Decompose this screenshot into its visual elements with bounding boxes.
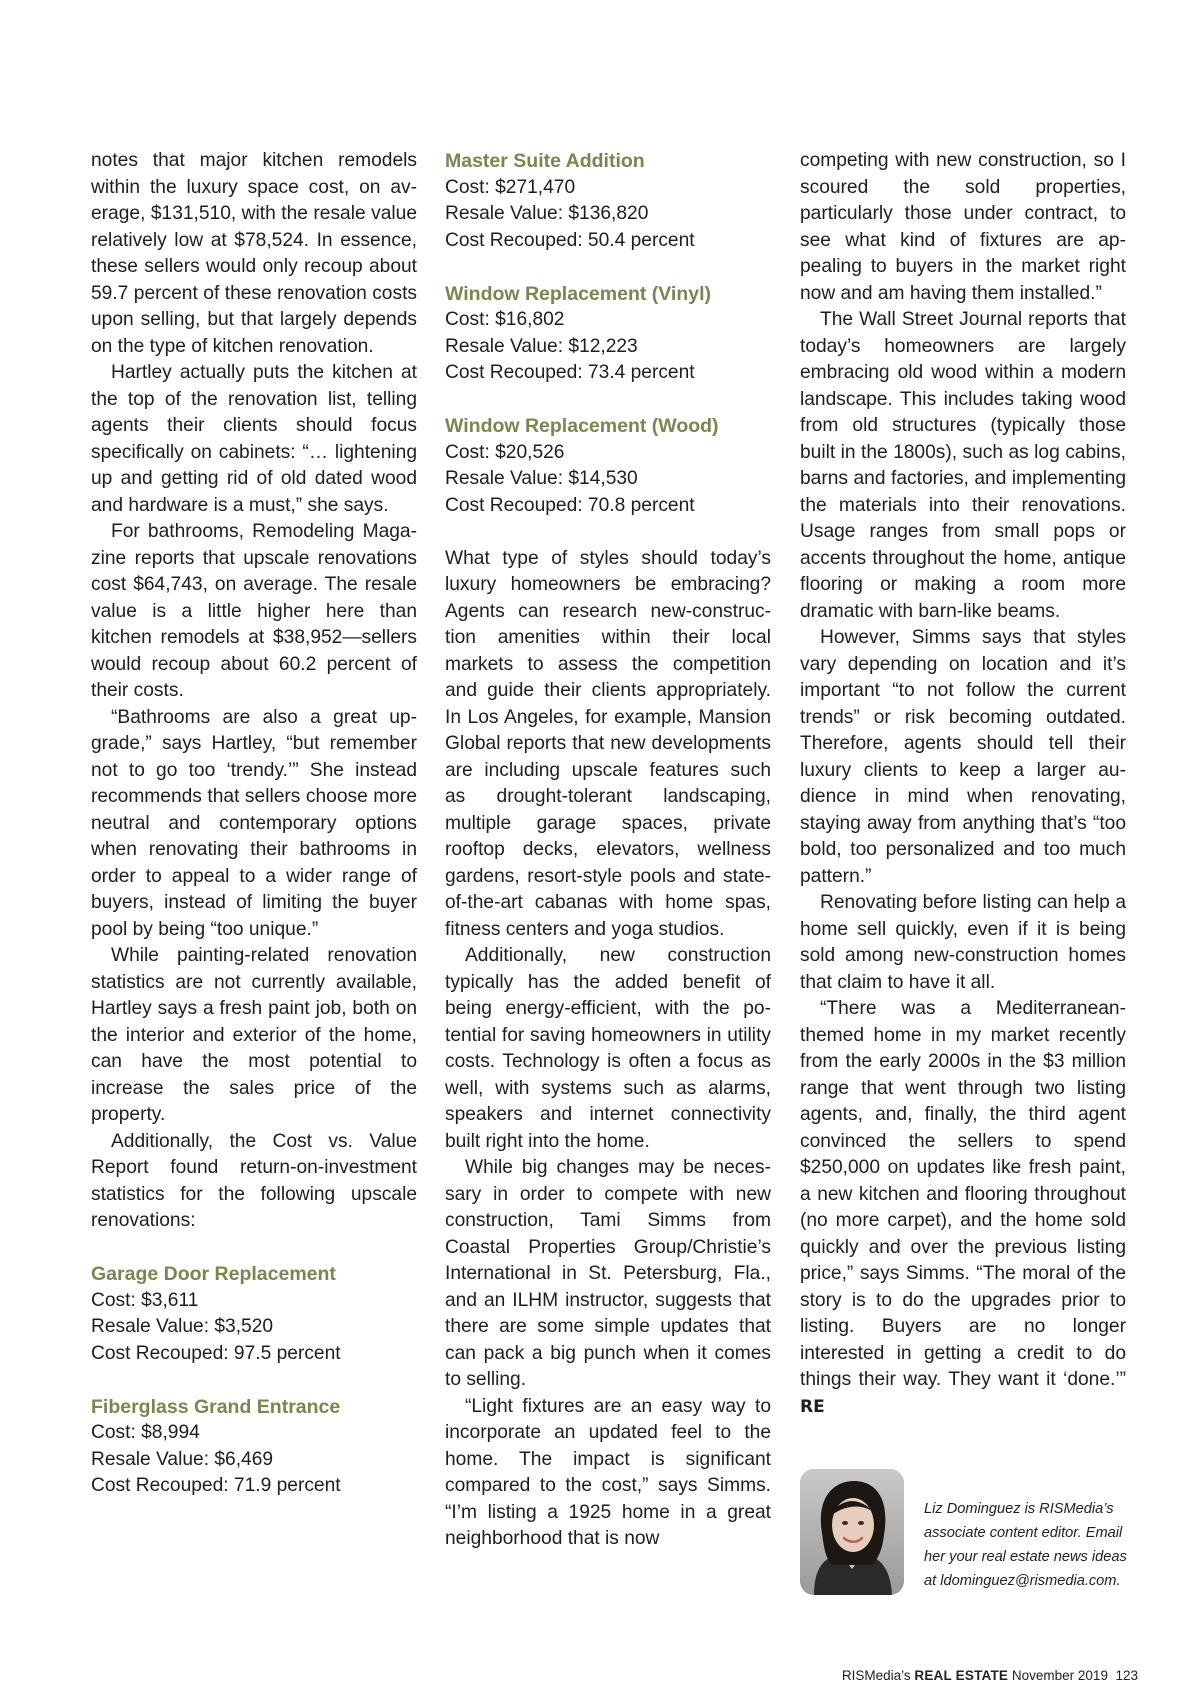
stat-resale: Resale Value: $14,530 — [445, 468, 638, 489]
stat-heading: Window Replacement (Vinyl) — [445, 282, 712, 305]
end-mark: RE — [800, 1396, 825, 1417]
author-photo — [800, 1469, 904, 1595]
author-portrait-icon — [800, 1469, 904, 1595]
paragraph: “Bathrooms are also a great upgrade,” says Hartley, “but remember not to go too ‘trendy.’” She instead recommends that sellers choose more neutral and contemporary options when renovating their bathrooms in order to appeal to a wider range of buyers, instead of limiting the buyer pool by being “too unique.” — [91, 706, 417, 940]
paragraph: “Light fixtures are an easy way to incorporate an updated feel to the home. The impact is significant compared to the cost,” says Simms. “I’m listing a 1925 home in a great neighborhood that is now — [445, 1395, 771, 1549]
article-column-3 — [800, 148, 1126, 1420]
paragraph: While big changes may be necessary in order to compete with new construction, Tami Simms from Coastal Properties Group/Christie’s International in St. Petersburg, Fla., and an ILHM instructor, suggests that there are some simple updates that can pack a big punch when it comes to selling. — [445, 1157, 771, 1390]
page-footer — [842, 1668, 1138, 1683]
paragraph: Additionally, the Cost vs. Value Report found return-on-investment statistics for the following upscale renovations: — [91, 1130, 417, 1231]
closing-quote-text: “There was a Mediterranean-themed home in my market recently from the early 2000s in the $3 million range that went through two listing agents, and, finally, the third agent convinced the sellers to spend $250,000 on updates like fresh paint, a new kitchen and flooring throughout (no more carpet), and the home sold quickly and over the previous listing price,” says Simms. “The moral of the story is to do the upgrades prior to listing. Buyers are no longer interested in getting a credit to do things their way. They want it ‘done.’” — [800, 998, 1126, 1390]
paragraph: What type of styles should today’s luxury homeowners be embracing? Agents can research new-construction amenities within their local markets to assess the competition and guide their clients appropriately. In Los Angeles, for example, Mansion Global reports that new developments are including upscale features such as drought-tolerant landscaping, multiple garage spaces, private rooftop decks, elevators, wellness gardens, resort-style pools and state-of-the-art cabanas with home spas, fitness centers and yoga studios. — [445, 547, 771, 940]
stat-resale: Resale Value: $6,469 — [91, 1448, 274, 1470]
paragraph: Hartley actually puts the kitchen at the top of the renovation list, telling agents their clients should focus specifically on cabinets: “… lightening up and getting rid of old dated wood and hardware is a must,” she says. — [91, 362, 417, 516]
renovation-stat-block — [91, 1394, 417, 1500]
author-box — [800, 1469, 1126, 1599]
paragraph: Renovating before listing can help a home sell quickly, even if it is being sold among new-construction homes that claim to have it all. — [800, 892, 1126, 993]
article-column-2 — [445, 148, 771, 1553]
paragraph: While painting-related renovation statistics are not currently available, Hartley says a fresh paint job, both on the interior and exterior of the home, can have the most potential to increase the sales price of the property. — [91, 945, 417, 1125]
paragraph — [800, 996, 1126, 1420]
stat-recouped: Cost Recouped: 50.4 percent — [445, 229, 695, 251]
paragraph: competing with new construction, so I scoured the sold properties, particularly those under contract, to see what kind of fixtures are appealing to buyers in the market right now and am having them installed.” — [800, 150, 1126, 304]
footer-magazine-title: REAL ESTATE — [914, 1668, 1009, 1683]
paragraph: notes that major kitchen remodels within the luxury space cost, on average, $131,510, with the resale value relatively low at $78,524. In essence, these sellers would only recoup about 59.7 percent of these renovation costs upon selling, but that largely depends on the type of kitchen renovation. — [91, 150, 417, 357]
stat-resale: Resale Value: $136,820 — [445, 203, 649, 224]
stat-cost: Cost: $8,994 — [91, 1422, 200, 1443]
stat-recouped: Cost Recouped: 73.4 percent — [445, 362, 695, 383]
renovation-stat-block — [445, 281, 771, 387]
stat-resale: Resale Value: $3,520 — [91, 1316, 274, 1337]
stat-cost: Cost: $271,470 — [445, 176, 576, 198]
footer-issue-date: November 2019 — [1011, 1668, 1108, 1683]
stat-recouped: Cost Recouped: 97.5 percent — [91, 1342, 341, 1364]
stat-heading: Fiberglass Grand Entrance — [91, 1395, 341, 1418]
stat-cost: Cost: $3,611 — [91, 1289, 199, 1311]
paragraph: However, Simms says that styles vary depending on location and it’s important “to not follow the current trends” or risk becoming outdated. Therefore, agents should tell their luxury clients to keep a larger audience in mind when renovating, staying away from anything that’s “too bold, too personalized and too much pattern.” — [800, 627, 1126, 887]
renovation-stat-block — [91, 1261, 417, 1367]
renovation-stat-block — [445, 413, 771, 519]
paragraph: Additionally, new construction typically has the added benefit of being energy-efficient, with the potential for saving homeowners in utility costs. Technology is often a focus as well, with systems such as alarms, speakers and internet connectivity built right into the home. — [445, 945, 771, 1152]
stat-heading: Master Suite Addition — [445, 150, 645, 172]
article-column-1 — [91, 148, 417, 1500]
stat-heading: Garage Door Replacement — [91, 1263, 336, 1285]
footer-publisher: RISMedia’s — [841, 1668, 911, 1683]
page-number: 123 — [1115, 1668, 1138, 1683]
paragraph: For bathrooms, Remodeling Magazine reports that upscale renovations cost $64,743, on average. The resale value is a little higher here than kitchen remodels at $38,952—sellers would recoup about 60.2 percent of their costs. — [91, 521, 417, 701]
stat-recouped: Cost Recouped: 71.9 percent — [91, 1475, 341, 1496]
renovation-stat-block — [445, 148, 771, 254]
stat-cost: Cost: $20,526 — [445, 441, 565, 463]
paragraph: The Wall Street Journal reports that today’s homeowners are largely embracing old wood within a modern landscape. This includes taking wood from old structures (typically those built in the 1800s), such as log cabins, barns and factories, and implementing the materials into their renovations. Usage ranges from small pops or accents throughout the home, antique flooring or making a room more dramatic with barn-like beams. — [800, 309, 1126, 622]
author-bio: Liz Dominguez is RISMedia’s associate content editor. Email her your real estate news ideas at ldominguez@rismedia.com. — [924, 1501, 1127, 1589]
stat-recouped: Cost Recouped: 70.8 percent — [445, 494, 695, 516]
stat-resale: Resale Value: $12,223 — [445, 335, 638, 357]
stat-heading: Window Replacement (Wood) — [445, 415, 719, 437]
stat-cost: Cost: $16,802 — [445, 309, 565, 330]
